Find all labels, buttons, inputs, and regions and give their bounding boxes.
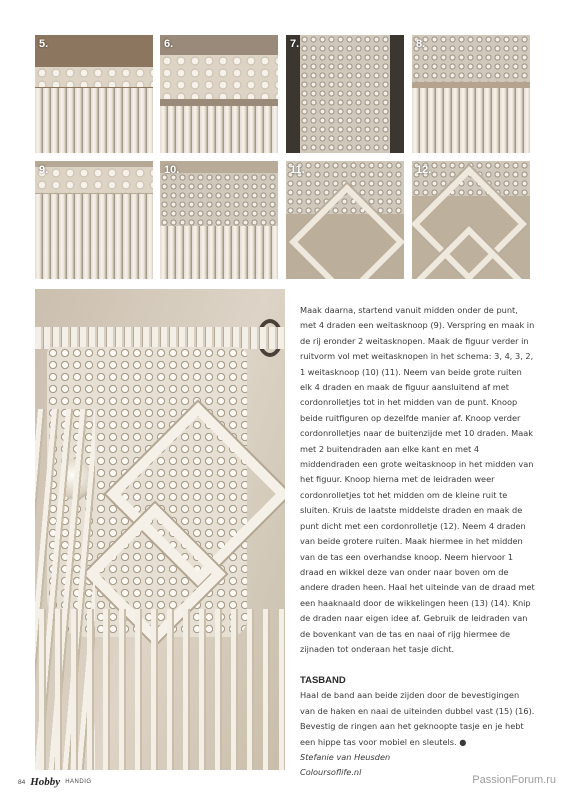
magazine-logo: Hobby xyxy=(30,776,61,788)
step-label: 6. xyxy=(164,38,174,50)
step-label: 10. xyxy=(164,164,180,176)
tasband-paragraph: Haal de band aan beide zijden door de bevestigingen van de haken en naai de uiteinden dubbel vast (15) (16). Bevestig de ringen aan het geknoopte tasje en je hebt een hippe tas voor mobiel en sleutels. ● xyxy=(300,690,535,747)
page-footer xyxy=(18,775,92,789)
step-photo-9 xyxy=(35,161,153,279)
knot-row xyxy=(35,167,153,193)
magazine-logo-sub: HANDIG xyxy=(65,779,92,785)
cord-fringe xyxy=(35,609,285,770)
section-heading: TASBAND xyxy=(300,675,346,687)
knot-mesh xyxy=(412,35,530,82)
finished-bag-photo xyxy=(35,289,285,770)
step-photo-5 xyxy=(35,35,153,153)
top-cord-bar xyxy=(35,327,285,349)
website-credit: Coloursoflife.nl xyxy=(300,767,362,778)
knot-mesh xyxy=(160,173,278,232)
step-label: 11. xyxy=(290,164,305,176)
step-label: 9. xyxy=(39,164,49,176)
knot-row xyxy=(160,55,278,99)
step-photo-6 xyxy=(160,35,278,153)
step-photo-8 xyxy=(412,35,530,153)
instruction-text-column xyxy=(300,303,536,781)
step-photo-11 xyxy=(286,161,404,279)
cord-fringe xyxy=(160,226,278,279)
watermark: PassionForum.ru xyxy=(472,774,556,786)
knot-row xyxy=(35,67,153,87)
step-label: 5. xyxy=(39,38,49,50)
step-photo-12 xyxy=(412,161,530,279)
cord-fringe xyxy=(160,106,278,153)
cord-fringe xyxy=(412,88,530,153)
step-photo-7 xyxy=(286,35,404,153)
step-label: 12. xyxy=(416,164,432,176)
step-label: 7. xyxy=(290,38,300,50)
cord-fringe xyxy=(35,194,153,279)
author-credit: Stefanie van Heusden xyxy=(300,751,391,762)
cord-fringe xyxy=(35,88,153,153)
knot-mesh xyxy=(300,35,390,153)
step-label: 8. xyxy=(416,38,426,50)
step-photo-10 xyxy=(160,161,278,279)
page-number: 84 xyxy=(18,778,26,786)
instruction-paragraph: Maak daarna, startend vanuit midden onder de punt, met 4 draden een weitasknoop (9). Verspring en maak in de rij eronder 2 weitasknopen. Maak de figuur verder in ruitvorm vol met weitasknopen in het schema: 3, 4, 3, 2, 1 weitasknoop (10) (11). Neem van beide grote ruiten elk 4 draden en maak de figuur aansluitend af met cordonrolletjes tot in het midden van de punt. Knoop beide ruitfiguren op dezelfde manier af. Knoop verder cordonrolletjes naar de buitenzijde met 10 draden. Maak met 2 buitendraden aan elke kant en met 4 middendraden een grote weitasknoop in het midden van het figuur. Knoop hierna met de leidraden weer cordonrolletjes tot het midden om de kleine ruit te sluiten. Kruis de laatste middelste draden en maak de punt dicht met een cordonrolletje (12). Neem 4 draden van beide grotere ruiten. Maak hiermee in het midden van de tas een overhandse knoop. Neem hiervoor 1 draad en wikkel deze van onder naar boven om de andere draden heen. Haal het uiteinde van de draad met een haaknaald door de wikkelingen heen (13) (14). Knip de draden naar eigen idee af. Gebruik de leidraden van de bovenkant van de tas en naai of rijg hiermee de zijnaden tot onderaan het tasje dicht. xyxy=(300,305,535,654)
